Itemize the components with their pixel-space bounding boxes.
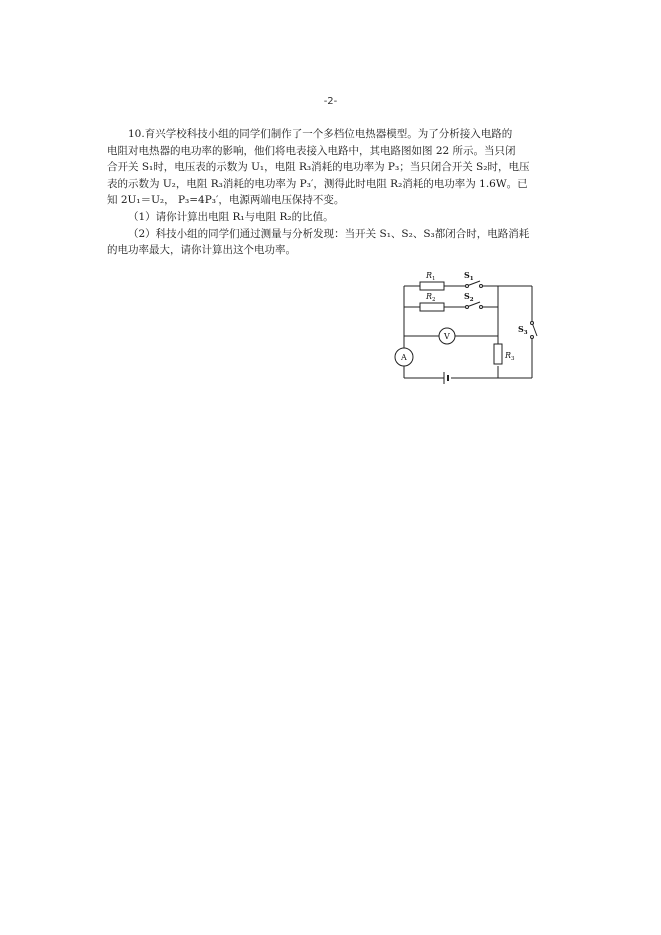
resistor-r1 — [420, 282, 444, 290]
question-2-line-1: （2）科技小组的同学们通过测量与分析发现：当开关 S₁、S₂、S₃都闭合时，电路消耗 — [128, 227, 530, 240]
resistor-r3 — [494, 344, 502, 364]
problem-intro-line-1: 10.育兴学校科技小组的同学们制作了一个多档位电热器模型。为了分析接入电路的 — [128, 128, 513, 140]
s2-letter: S — [464, 291, 470, 301]
r2-label — [425, 292, 436, 303]
problem-intro-line-5: 知 2U₁＝U₂， P₃=4P₃′，电源两端电压保持不变。 — [107, 194, 345, 207]
r1-subscript: 1 — [432, 276, 436, 282]
question-1: （1）请你计算出电阻 R₁与电阻 R₂的比值。 — [128, 210, 334, 223]
r3-subscript: 3 — [511, 356, 515, 362]
s1-letter: S — [464, 270, 470, 280]
s3-label — [518, 324, 528, 336]
problem-intro-line-3: 合开关 S₁时，电压表的示数为 U₁，电阻 R₃消耗的电功率为 P₃；当只闭合开关 S₂时，电压 — [107, 161, 530, 174]
r3-label — [504, 351, 515, 362]
voltmeter-label: V — [444, 332, 450, 341]
switch-s3 — [531, 322, 538, 339]
voltmeter — [439, 328, 455, 344]
problem-intro-line-4: 表的示数为 U₂，电阻 R₃消耗的电功率为 P₃′，测得此时电阻 R₂消耗的电功率为 1.6W。已 — [107, 177, 528, 190]
problem-intro-line-2: 电阻对电热器的电功率的影响，他们将电表接入电路中，其电路图如图 22 所示。当只闭 — [107, 144, 516, 157]
switch-s2 — [466, 302, 483, 309]
s1-subscript: 1 — [469, 276, 474, 282]
ammeter-label: A — [401, 353, 407, 362]
question-2-line-2: 的电功率最大，请你计算出这个电功率。 — [107, 244, 296, 257]
r1-letter: R — [426, 271, 433, 280]
problem-text — [107, 126, 557, 259]
switch-s1 — [466, 281, 483, 288]
r3-letter: R — [505, 351, 512, 360]
page-number: -2- — [323, 96, 338, 107]
circuit-diagram — [392, 266, 542, 384]
ammeter — [395, 348, 413, 366]
battery — [444, 372, 448, 384]
s1-label — [464, 270, 474, 282]
r1-label — [425, 271, 436, 282]
s3-subscript: 3 — [523, 330, 528, 336]
s2-subscript: 2 — [469, 297, 474, 303]
s2-label — [464, 291, 474, 303]
s3-letter: S — [518, 324, 524, 334]
resistor-r2 — [420, 303, 444, 311]
r2-subscript: 2 — [432, 297, 436, 303]
r2-letter: R — [426, 292, 433, 301]
